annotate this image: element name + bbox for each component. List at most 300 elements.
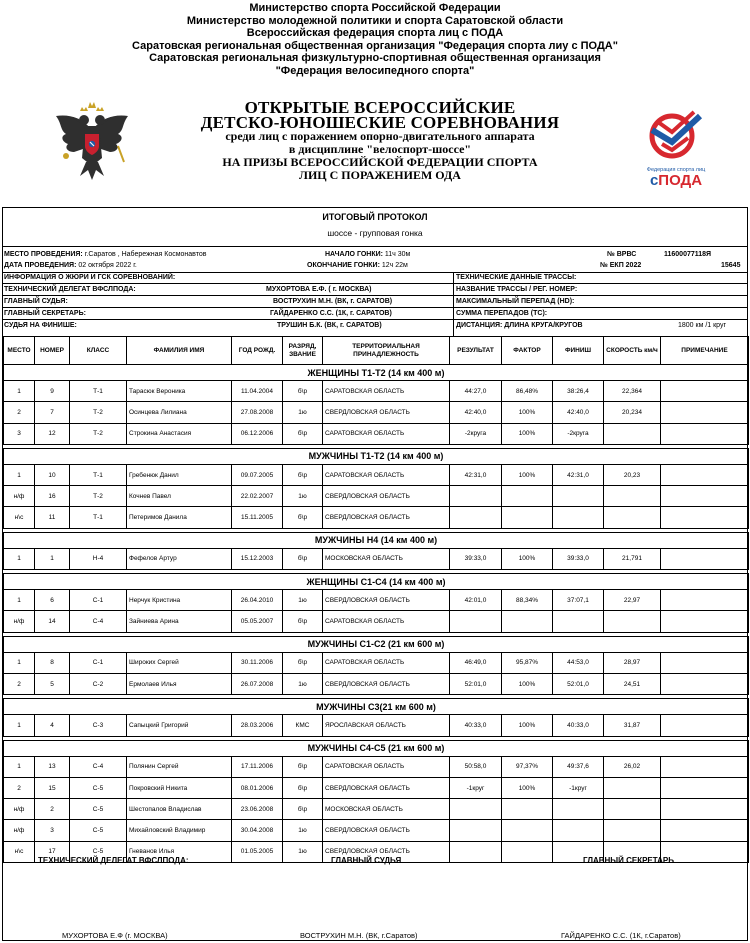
poda-logo [628, 108, 724, 190]
table-cell: С-1 [70, 590, 127, 611]
table-cell: Т-1 [70, 507, 127, 528]
table-row [4, 611, 749, 632]
table-cell: 05.05.2007 [232, 611, 283, 632]
table-cell: 2 [4, 402, 35, 423]
table-cell: б\р [283, 777, 323, 798]
table-cell [604, 507, 661, 528]
table-cell: -2круга [450, 423, 502, 444]
table-cell: С-2 [70, 673, 127, 694]
table-cell: 44:53,0 [553, 652, 604, 673]
table-cell: САРАТОВСКАЯ ОБЛАСТЬ [323, 423, 450, 444]
table-cell: 11 [35, 507, 70, 528]
table-cell [661, 777, 749, 798]
table-cell: 27.08.2008 [232, 402, 283, 423]
organizer-line: Всероссийская федерация спорта лиц с ПОДА [246, 27, 504, 39]
table-cell: СВЕРДЛОВСКАЯ ОБЛАСТЬ [323, 820, 450, 841]
organizer-line: Министерство молодежной политики и спорта Саратовской области [186, 14, 564, 27]
secretary-signature-name: ГАЙДАРЕНКО С.С. (1К, г.Саратов) [561, 931, 681, 940]
table-row [4, 548, 749, 569]
table-cell: 50:58,0 [450, 756, 502, 777]
table-row [4, 777, 749, 798]
table-header-row [4, 337, 749, 365]
table-cell: 10 [35, 464, 70, 485]
table-cell: 37:07,1 [553, 590, 604, 611]
table-cell: б\р [283, 611, 323, 632]
table-row [4, 756, 749, 777]
table-cell: Осинцева Лилиана [127, 402, 232, 423]
table-cell: н/ф [4, 820, 35, 841]
table-cell [553, 799, 604, 820]
table-row [4, 820, 749, 841]
delegate-signature-name: МУХОРТОВА Е.Ф (г. МОСКВА) [62, 931, 168, 940]
table-cell: 1 [35, 548, 70, 569]
delegate-value: МУХОРТОВА Е.Ф. ( г. МОСКВА) [266, 286, 372, 293]
table-row [4, 715, 749, 736]
column-header: КЛАСС [70, 337, 127, 365]
table-cell: Гневанов Илья [127, 841, 232, 862]
table-cell: 2 [4, 673, 35, 694]
sum-drop-label: СУММА ПЕРЕПАДОВ (ТС): [456, 310, 548, 317]
column-header: РЕЗУЛЬТАТ [450, 337, 502, 365]
table-cell: СВЕРДЛОВСКАЯ ОБЛАСТЬ [323, 486, 450, 507]
table-cell: 1ю [283, 486, 323, 507]
coat-of-arms-icon [52, 100, 132, 188]
delegate-label: ТЕХНИЧЕСКИЙ ДЕЛЕГАТ ВФСЛПОДА: [4, 286, 136, 293]
organizer-line: Саратовская региональная физкультурно-спортивная общественная организация [149, 52, 601, 64]
table-cell: Строкина Анастасия [127, 423, 232, 444]
table-row [4, 402, 749, 423]
group-header-row [4, 532, 749, 548]
table-cell: н\с [4, 507, 35, 528]
table-cell: 15 [35, 777, 70, 798]
table-cell: 12 [35, 423, 70, 444]
table-cell: 11.04.2004 [232, 381, 283, 402]
table-cell [450, 799, 502, 820]
table-cell: 95,87% [502, 652, 553, 673]
table-cell: 100% [502, 464, 553, 485]
table-cell: 17 [35, 841, 70, 862]
table-cell [604, 777, 661, 798]
start-time: НАЧАЛО ГОНКИ: 11ч 30м [325, 251, 411, 258]
table-cell: Т-2 [70, 486, 127, 507]
jury-heading: ИНФОРМАЦИЯ О ЖЮРИ И ГСК СОРЕВНОВАНИЙ: [4, 274, 176, 281]
table-cell: Михайловский Владимир [127, 820, 232, 841]
table-cell: Т-1 [70, 464, 127, 485]
group-header-row [4, 740, 749, 756]
table-cell: С-4 [70, 756, 127, 777]
table-cell: СВЕРДЛОВСКАЯ ОБЛАСТЬ [323, 673, 450, 694]
protocol-title: ИТОГОВЫЙ ПРОТОКОЛ [322, 212, 428, 222]
table-cell: 46:49,0 [450, 652, 502, 673]
table-cell: 26.04.2010 [232, 590, 283, 611]
group-title: МУЖЧИНЫ С3(21 км 600 м) [4, 699, 749, 715]
table-cell: ЯРОСЛАВСКАЯ ОБЛАСТЬ [323, 715, 450, 736]
table-cell: 1 [4, 590, 35, 611]
table-cell [661, 507, 749, 528]
table-cell: С-4 [70, 611, 127, 632]
logo-caption: Федерация спорта лиц [646, 167, 706, 173]
table-cell [661, 652, 749, 673]
table-cell: 38:26,4 [553, 381, 604, 402]
table-cell: МОСКОВСКАЯ ОБЛАСТЬ [323, 548, 450, 569]
table-cell: Фефелов Артур [127, 548, 232, 569]
table-cell: 22.02.2007 [232, 486, 283, 507]
table-cell [661, 820, 749, 841]
table-cell: н/ф [4, 799, 35, 820]
finish-judge-label: СУДЬЯ НА ФИНИШЕ: [4, 322, 77, 329]
table-cell: 26,02 [604, 756, 661, 777]
group-header-row [4, 636, 749, 652]
table-cell: 17.11.2006 [232, 756, 283, 777]
table-cell: 6 [35, 590, 70, 611]
column-header: ГОД РОЖД. [232, 337, 283, 365]
table-cell: 9 [35, 381, 70, 402]
table-cell: б\р [283, 507, 323, 528]
table-row [4, 423, 749, 444]
table-cell: КМС [283, 715, 323, 736]
table-cell [661, 381, 749, 402]
table-cell [450, 507, 502, 528]
table-cell: 22,97 [604, 590, 661, 611]
ekp-value: 15645 [721, 262, 741, 269]
column-header: МЕСТО [4, 337, 35, 365]
table-cell: Т-2 [70, 402, 127, 423]
vrvs-value: 11600077118Я [664, 251, 712, 258]
table-cell: б\р [283, 756, 323, 777]
table-cell: МОСКОВСКАЯ ОБЛАСТЬ [323, 799, 450, 820]
table-cell: 42:01,0 [450, 590, 502, 611]
table-cell: 3 [4, 423, 35, 444]
table-cell [661, 464, 749, 485]
table-cell: Петеримов Данила [127, 507, 232, 528]
table-cell: 97,37% [502, 756, 553, 777]
table-cell: 44:27,0 [450, 381, 502, 402]
table-cell: СВЕРДЛОВСКАЯ ОБЛАСТЬ [323, 777, 450, 798]
table-cell: САРАТОВСКАЯ ОБЛАСТЬ [323, 381, 450, 402]
column-header: ПРИМЕЧАНИЕ [661, 337, 749, 365]
results-table [3, 336, 749, 863]
judge-label: ГЛАВНЫЙ СУДЬЯ: [4, 298, 68, 305]
table-cell: б\р [283, 423, 323, 444]
table-cell: СВЕРДЛОВСКАЯ ОБЛАСТЬ [323, 841, 450, 862]
table-cell: С-3 [70, 715, 127, 736]
title-line: среди лиц с поражением опорно-двигательного аппарата [225, 129, 535, 143]
table-cell: б\р [283, 548, 323, 569]
table-cell [502, 841, 553, 862]
table-cell: 4 [35, 715, 70, 736]
table-cell [661, 548, 749, 569]
table-cell: 20,234 [604, 402, 661, 423]
organizer-line: Министерство спорта Российской Федерации [249, 2, 501, 14]
table-cell: н/ф [4, 486, 35, 507]
table-cell: 100% [502, 777, 553, 798]
group-title: МУЖЧИНЫ Т1-Т2 (14 км 400 м) [4, 448, 749, 464]
table-cell: 100% [502, 548, 553, 569]
table-cell: 08.01.2006 [232, 777, 283, 798]
group-title: МУЖЧИНЫ С4-С5 (21 км 600 м) [4, 740, 749, 756]
table-cell: С-5 [70, 841, 127, 862]
table-cell: 30.04.2008 [232, 820, 283, 841]
table-cell: Кочнев Павел [127, 486, 232, 507]
table-cell: б\р [283, 652, 323, 673]
table-cell: 1 [4, 548, 35, 569]
table-cell: 23.06.2008 [232, 799, 283, 820]
table-cell [450, 486, 502, 507]
table-cell: СВЕРДЛОВСКАЯ ОБЛАСТЬ [323, 402, 450, 423]
table-cell: 39:33,0 [553, 548, 604, 569]
column-header: СКОРОСТЬ км/ч [604, 337, 661, 365]
secretary-label: ГЛАВНЫЙ СЕКРЕТАРЬ: [4, 310, 86, 317]
table-cell [661, 486, 749, 507]
organizers-block [0, 0, 750, 77]
table-cell: б\р [283, 799, 323, 820]
table-cell: 42:31,0 [450, 464, 502, 485]
competition-title [140, 100, 620, 182]
table-cell: б\р [283, 464, 323, 485]
title-line: НА ПРИЗЫ ВСЕРОССИЙСКОЙ ФЕДЕРАЦИИ СПОРТА [222, 155, 538, 169]
table-cell [661, 799, 749, 820]
table-cell: -2круга [553, 423, 604, 444]
column-header: ФАКТОР [502, 337, 553, 365]
table-cell: 49:37,6 [553, 756, 604, 777]
judge-signature-title: ГЛАВНЫЙ СУДЬЯ [331, 856, 402, 865]
date-value: 02 октября 2022 г. [78, 262, 137, 269]
table-cell: Шестопалов Владислав [127, 799, 232, 820]
column-header: НОМЕР [35, 337, 70, 365]
table-cell: 1 [4, 464, 35, 485]
logo-name-main: ПОДА [658, 172, 703, 189]
secretary-value: ГАЙДАРЕНКО С.С. (1К, г. САРАТОВ) [270, 310, 392, 317]
table-cell: 1 [4, 756, 35, 777]
finish-judge-value: ТРУШИН Б.К. (ВК, г. САРАТОВ) [277, 322, 382, 329]
table-cell: 28,97 [604, 652, 661, 673]
table-cell: С-5 [70, 820, 127, 841]
table-cell: САРАТОВСКАЯ ОБЛАСТЬ [323, 652, 450, 673]
group-title: МУЖЧИНЫ Н4 (14 км 400 м) [4, 532, 749, 548]
table-cell [604, 486, 661, 507]
column-header: ТЕРРИТОРИАЛЬНАЯ ПРИНАДЛЕЖНОСТЬ [323, 337, 450, 365]
table-cell [661, 402, 749, 423]
table-cell: 01.05.2005 [232, 841, 283, 862]
date-info: ДАТА ПРОВЕДЕНИЯ: 02 октября 2022 г. [4, 262, 137, 269]
max-drop-label: МАКСИМАЛЬНЫЙ ПЕРЕПАД (HD): [456, 298, 575, 305]
table-row [4, 590, 749, 611]
table-cell: 30.11.2006 [232, 652, 283, 673]
table-cell: 40:33,0 [553, 715, 604, 736]
group-header-row [4, 365, 749, 381]
judge-value: ВОСТРУХИН М.Н. (ВК, г. САРАТОВ) [273, 298, 393, 305]
table-cell: С-1 [70, 652, 127, 673]
track-heading: ТЕХНИЧЕСКИЕ ДАННЫЕ ТРАССЫ: [456, 274, 577, 281]
table-cell [604, 820, 661, 841]
table-cell: 5 [35, 673, 70, 694]
table-cell: 8 [35, 652, 70, 673]
table-cell [553, 820, 604, 841]
table-cell: 14 [35, 611, 70, 632]
table-cell: Покровский Никита [127, 777, 232, 798]
table-cell: 24,51 [604, 673, 661, 694]
table-cell [604, 611, 661, 632]
table-cell: 42:40,0 [553, 402, 604, 423]
results-body [4, 365, 749, 863]
table-cell: 06.12.2006 [232, 423, 283, 444]
venue-info: МЕСТО ПРОВЕДЕНИЯ: г.Саратов , Набережная Космонавтов [4, 251, 207, 258]
table-cell: 22,364 [604, 381, 661, 402]
table-cell [661, 590, 749, 611]
column-header: ФИНИШ [553, 337, 604, 365]
secretary-signature-title: ГЛАВНЫЙ СЕКРЕТАРЬ [583, 856, 674, 865]
table-cell: 100% [502, 715, 553, 736]
protocol-subtitle: шоссе - групповая гонка [327, 228, 423, 238]
table-cell: Гребенюк Данил [127, 464, 232, 485]
table-cell: САРАТОВСКАЯ ОБЛАСТЬ [323, 611, 450, 632]
table-cell: 1ю [283, 590, 323, 611]
table-cell: 42:40,0 [450, 402, 502, 423]
track-name-label: НАЗВАНИЕ ТРАССЫ / РЕГ. НОМЕР: [456, 286, 578, 293]
judge-signature-name: ВОСТРУХИН М.Н. (ВК, г.Саратов) [300, 931, 418, 940]
table-cell: 1ю [283, 402, 323, 423]
organizer-line: "Федерация велосипедного спорта" [275, 64, 475, 77]
title-line: ЛИЦ С ПОРАЖЕНИЕМ ОДА [299, 168, 461, 182]
table-cell: С-5 [70, 799, 127, 820]
table-cell: 52:01,0 [553, 673, 604, 694]
venue-value: г.Саратов , Набережная Космонавтов [84, 251, 207, 258]
table-cell: -1круг [553, 777, 604, 798]
table-cell [450, 841, 502, 862]
distance-value: 1800 км /1 круг [678, 322, 727, 329]
table-cell: 100% [502, 423, 553, 444]
organizer-line: Саратовская региональная общественная организация "Федерация спорта лиу с ПОДА" [132, 39, 618, 52]
table-cell: 16 [35, 486, 70, 507]
table-cell: 2 [35, 799, 70, 820]
table-cell: 40:33,0 [450, 715, 502, 736]
table-cell: н\с [4, 841, 35, 862]
table-cell: Зайниева Арина [127, 611, 232, 632]
column-header: ФАМИЛИЯ ИМЯ [127, 337, 232, 365]
table-row [4, 652, 749, 673]
delegate-signature-title: ТЕХНИЧЕСКИЙ ДЕЛЕГАТ ВФСЛПОДА: [38, 856, 189, 865]
table-cell: САРАТОВСКАЯ ОБЛАСТЬ [323, 756, 450, 777]
table-cell: 1ю [283, 820, 323, 841]
group-header-row [4, 448, 749, 464]
table-cell: 15.12.2003 [232, 548, 283, 569]
table-cell: 1 [4, 381, 35, 402]
table-cell: 86,48% [502, 381, 553, 402]
table-cell [502, 799, 553, 820]
table-cell: б\р [283, 381, 323, 402]
table-cell [553, 507, 604, 528]
ekp-label: № ЕКП 2022 [600, 262, 642, 269]
table-cell [553, 611, 604, 632]
table-cell [502, 507, 553, 528]
table-cell: 39:33,0 [450, 548, 502, 569]
table-cell [502, 486, 553, 507]
poda-logo-mark-icon [628, 108, 724, 160]
distance-label: ДИСТАНЦИЯ: ДЛИНА КРУГА/КРУГОВ [456, 322, 583, 329]
group-header-row [4, 699, 749, 715]
table-row [4, 381, 749, 402]
table-row [4, 464, 749, 485]
table-cell: 1ю [283, 673, 323, 694]
table-cell: 1 [4, 715, 35, 736]
table-cell [604, 799, 661, 820]
table-cell: Полянин Сергей [127, 756, 232, 777]
table-cell [661, 611, 749, 632]
table-cell: 20,23 [604, 464, 661, 485]
table-cell: Т-1 [70, 381, 127, 402]
table-cell: 31,87 [604, 715, 661, 736]
table-cell: Нерчук Кристина [127, 590, 232, 611]
table-cell: САРАТОВСКАЯ ОБЛАСТЬ [323, 464, 450, 485]
table-cell: Широких Сергей [127, 652, 232, 673]
table-cell: 3 [35, 820, 70, 841]
table-cell [450, 611, 502, 632]
group-header-row [4, 574, 749, 590]
vrvs-label: № ВРВС [607, 251, 637, 258]
group-title: МУЖЧИНЫ С1-С2 (21 км 600 м) [4, 636, 749, 652]
logo-name-prefix: с [649, 172, 659, 189]
table-cell [661, 673, 749, 694]
table-row [4, 507, 749, 528]
table-cell [661, 756, 749, 777]
table-cell: н/ф [4, 611, 35, 632]
table-cell [553, 486, 604, 507]
table-cell: С-5 [70, 777, 127, 798]
title-line: в дисциплине "велоспорт-шоссе" [288, 142, 472, 156]
table-cell: Н-4 [70, 548, 127, 569]
table-cell: 09.07.2005 [232, 464, 283, 485]
table-cell: 15.11.2005 [232, 507, 283, 528]
table-cell: Ермолаев Илья [127, 673, 232, 694]
table-row [4, 673, 749, 694]
table-cell: СВЕРДЛОВСКАЯ ОБЛАСТЬ [323, 590, 450, 611]
table-cell: 42:31,0 [553, 464, 604, 485]
table-cell [604, 423, 661, 444]
table-cell [661, 715, 749, 736]
title-line: ОТКРЫТЫЕ ВСЕРОССИЙСКИЕ [244, 98, 516, 117]
table-cell: 21,791 [604, 548, 661, 569]
table-cell: 28.03.2006 [232, 715, 283, 736]
table-cell [502, 611, 553, 632]
group-title: ЖЕНЩИНЫ С1-С4 (14 км 400 м) [4, 574, 749, 590]
table-cell: 1 [4, 652, 35, 673]
table-cell: 100% [502, 402, 553, 423]
document-header [0, 0, 750, 205]
table-cell: Сапыцкий Григорий [127, 715, 232, 736]
table-cell: 100% [502, 673, 553, 694]
table-cell: Тарасюк Вероника [127, 381, 232, 402]
table-cell: 7 [35, 402, 70, 423]
table-cell: 1ю [283, 841, 323, 862]
table-cell: СВЕРДЛОВСКАЯ ОБЛАСТЬ [323, 507, 450, 528]
finish-time: ОКОНЧАНИЕ ГОНКИ: 12ч 22м [307, 262, 408, 269]
table-cell: 52:01,0 [450, 673, 502, 694]
table-cell: 13 [35, 756, 70, 777]
table-cell [502, 820, 553, 841]
group-title: ЖЕНЩИНЫ Т1-Т2 (14 км 400 м) [4, 365, 749, 381]
title-line: ДЕТСКО-ЮНОШЕСКИЕ СОРЕВНОВАНИЯ [200, 113, 560, 132]
table-cell [661, 423, 749, 444]
table-cell: Т-2 [70, 423, 127, 444]
table-row [4, 799, 749, 820]
table-row [4, 486, 749, 507]
table-cell [450, 820, 502, 841]
table-cell: 2 [4, 777, 35, 798]
table-cell: 88,34% [502, 590, 553, 611]
table-cell: -1круг [450, 777, 502, 798]
column-header: РАЗРЯД, ЗВАНИЕ [283, 337, 323, 365]
table-cell: 26.07.2008 [232, 673, 283, 694]
